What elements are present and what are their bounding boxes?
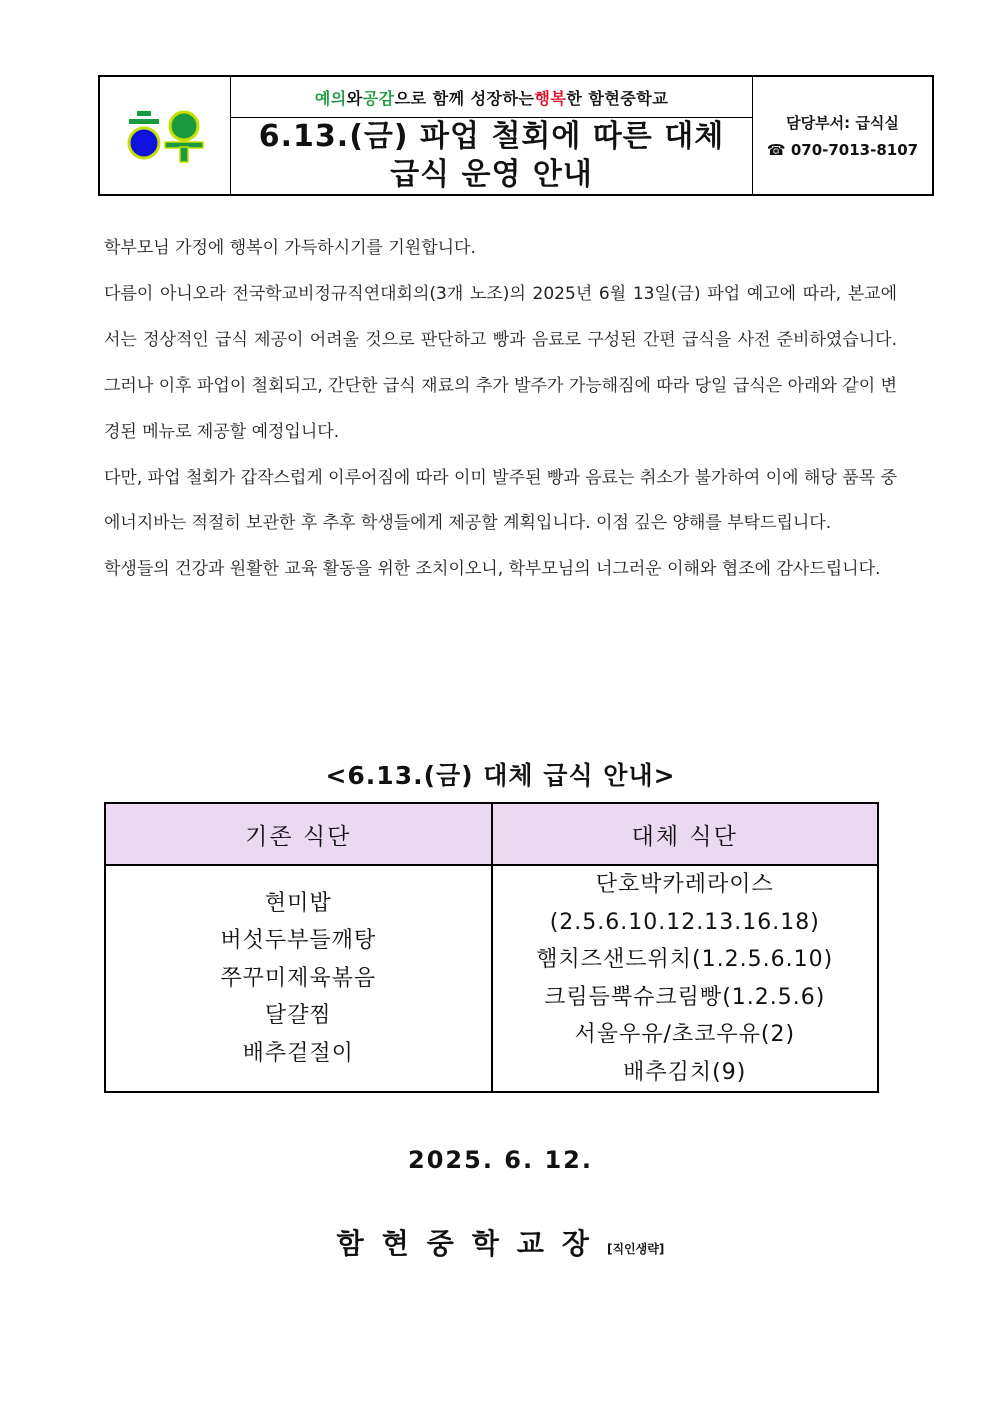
seal-omitted-note: [직인생략]: [606, 1242, 665, 1256]
phone-line: [767, 141, 918, 159]
menu-item: 서울우유/초코우유(2): [574, 1022, 796, 1047]
menu-section-title: <6.13.(금) 대체 급식 안내>: [325, 761, 676, 790]
menu-item: 버섯두부들깨탕: [220, 928, 377, 954]
paragraph-closing: 학생들의 건강과 원활한 교육 활동을 위한 조치이오니, 학부모님의 너그러운 이해와 협조에 감사드립니다.: [104, 559, 881, 580]
menu-table: [104, 802, 879, 1093]
motto-part: 공감: [362, 88, 395, 108]
signature-name: 함현중학교장: [336, 1227, 607, 1260]
menu-table-header: [106, 804, 877, 866]
principal-signature: [104, 1222, 897, 1262]
menu-item: 달걀찜: [264, 1003, 332, 1029]
paragraph-background: 다름이 아니오라 전국학교비정규직연대회의(3개 노조)의 2025년 6월 13일(금) 파업 예고에 따라, 본교에서는 정상적인 급식 제공이 어려울 것으로 판단하고 빵과 음료로 구성된 간편 급식을 사전 준비하였습니다. 그러나 이후 파업이 철회되고, 간단한 급식 재료의 추가 발주가 가능해짐에 따라 당일 급식은 아래와 같이 변경된 메뉴로 제공할 예정입니다.: [104, 283, 897, 442]
motto-part: 와: [346, 88, 363, 108]
logo-cell: [100, 77, 231, 194]
department-cell: [753, 77, 932, 194]
title-cell: [231, 77, 753, 194]
paragraph-notice: 다만, 파업 철회가 갑작스럽게 이루어짐에 따라 이미 발주된 빵과 음료는 취소가 불가하여 이에 해당 품목 중 에너지바는 적절히 보관한 후 추후 학생들에게 제공할 계획입니다. 이점 깊은 양해를 부탁드립니다.: [104, 467, 897, 534]
original-menu-column: [106, 866, 493, 1091]
replacement-menu-header: 대체 식단: [631, 823, 738, 850]
department-label: 담당부서: 급식실: [786, 114, 899, 132]
menu-item: 배추겉절이: [242, 1040, 354, 1066]
menu-item: 단호박카레라이스: [595, 872, 774, 897]
menu-item: (2.5.6.10.12.13.16.18): [549, 909, 820, 935]
menu-item: 쭈꾸미제육볶음: [220, 965, 377, 991]
menu-item: 햄치즈샌드위치(1.2.5.6.10): [536, 947, 834, 972]
letter-body: [104, 226, 897, 593]
telephone-icon: ☎: [766, 141, 786, 159]
school-emblem-icon: [125, 108, 205, 164]
menu-table-body: [106, 866, 877, 1091]
motto-part: 행복: [534, 88, 567, 108]
phone-number: 070-7013-8107: [790, 141, 919, 159]
document-title: 6.13.(금) 파업 철회에 따른 대체 급식 운영 안내: [258, 119, 725, 192]
issue-date: 2025. 6. 12.: [408, 1146, 593, 1174]
motto-part: 한 함현중학교: [566, 88, 669, 108]
original-menu-header: 기존 식단: [106, 804, 493, 864]
menu-item: 현미밥: [264, 890, 332, 916]
document-header: [98, 75, 934, 196]
menu-item: 크림듬뿍슈크림빵(1.2.5.6): [544, 984, 826, 1010]
motto-part: 예의: [314, 88, 347, 108]
school-motto: [231, 77, 752, 118]
motto-part: 으로 함께 성장하는: [394, 88, 535, 108]
paragraph-greeting: 학부모님 가정에 행복이 가득하시기를 기원합니다.: [104, 238, 476, 258]
replacement-menu-column: [493, 866, 878, 1091]
menu-item: 배추김치(9): [623, 1059, 747, 1085]
